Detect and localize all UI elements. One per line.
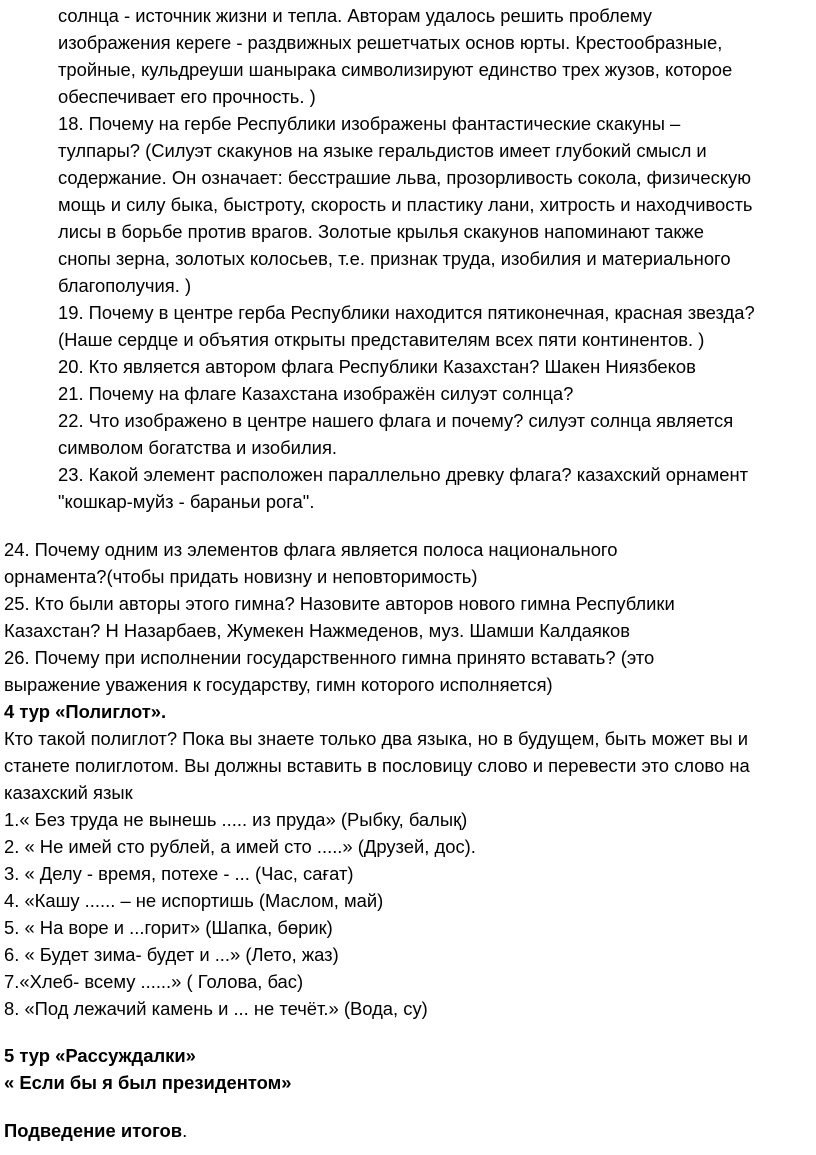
question-22: 22. Что изображено в центре нашего флага и почему? силуэт солнца является	[58, 410, 734, 431]
proverb-item: 6. « Будет зима- будет и ...» (Лето, жаз)	[4, 944, 339, 965]
proverb-item: 2. « Не имей сто рублей, а имей сто .....» (Друзей, дос).	[4, 836, 476, 857]
question-26: 26. Почему при исполнении государственного гимна принято вставать? (это	[4, 647, 655, 668]
paragraph-line: снопы зерна, золотых колосьев, т.е. признак труда, изобилия и материального	[58, 248, 731, 269]
question-24: 24. Почему одним из элементов флага является полоса национального	[4, 539, 618, 560]
summary-line	[4, 1118, 187, 1144]
paragraph-line: "кошкар-муйз - бараньи рога".	[58, 491, 315, 512]
paragraph-line: орнамента?(чтобы придать новизну и неповторимость)	[4, 566, 478, 587]
proverb-item: 8. «Под лежачий камень и ... не течёт.» (Вода, су)	[4, 998, 428, 1019]
paragraph-line: мощь и силу быка, быстроту, скорость и пластику лани, хитрость и находчивость	[58, 194, 753, 215]
paragraph-line: тулпары? (Силуэт скакунов на языке геральдистов имеет глубокий смысл и	[58, 140, 707, 161]
question-18: 18. Почему на гербе Республики изображены фантастические скакуны –	[58, 113, 681, 134]
question-20: 20. Кто является автором флага Республики Казахстан? Шакен Ниязбеков	[58, 356, 696, 377]
paragraph-line: содержание. Он означает: бесстрашие льва, прозорливость сокола, физическую	[58, 167, 752, 188]
question-21: 21. Почему на флаге Казахстана изображён силуэт солнца?	[58, 383, 574, 404]
paragraph-line: (Наше сердце и объятия открыты представителям всех пяти континентов. )	[58, 329, 705, 350]
question-25: 25. Кто были авторы этого гимна? Назовите авторов нового гимна Республики	[4, 593, 675, 614]
paragraph-line: благополучия. )	[58, 275, 192, 296]
paragraph-line: Казахстан? Н Назарбаев, Жумекен Нажмеденов, муз. Шамши Калдаяков	[4, 620, 631, 641]
proverb-item: 4. «Кашу ...... – не испортишь (Маслом, май)	[4, 890, 384, 911]
paragraph-line: тройные, кульдреуши шанырака символизируют единство трех жузов, которое	[58, 59, 733, 80]
question-19: 19. Почему в центре герба Республики находится пятиконечная, красная звезда?	[58, 302, 755, 323]
paragraph-line: обеспечивает его прочность. )	[58, 86, 316, 107]
tour4-intro-line: станете полиглотом. Вы должны вставить в пословицу слово и перевести это слово на	[4, 755, 750, 776]
paragraph-line: выражение уважения к государству, гимн которого исполняется)	[4, 674, 553, 695]
proverb-item: 3. « Делу - время, потехе - ... (Час, сағат)	[4, 863, 354, 884]
summary-period: .	[182, 1120, 188, 1141]
proverb-item: 7.«Хлеб- всему ......» ( Голова, бас)	[4, 971, 304, 992]
tour4-intro-line: Кто такой полиглот? Пока вы знаете только два языка, но в будущем, быть может вы и	[4, 728, 748, 749]
proverb-item: 5. « На воре и ...горит» (Шапка, бөрик)	[4, 917, 333, 938]
tour4-intro-line: казахский язык	[4, 782, 133, 803]
paragraph-line: изображения кереге - раздвижных решетчатых основ юрты. Крестообразные,	[58, 32, 723, 53]
paragraph-line: солнца - источник жизни и тепла. Авторам удалось решить проблему	[58, 5, 653, 26]
proverb-item: 1.« Без труда не вынешь ..... из пруда» (Рыбку, балық)	[4, 809, 468, 830]
summary-heading: Подведение итогов	[4, 1120, 183, 1141]
paragraph-line: символом богатства и изобилия.	[58, 437, 338, 458]
question-23: 23. Какой элемент расположен параллельно древку флага? казахский орнамент	[58, 464, 749, 485]
tour4-heading: 4 тур «Полиглот».	[4, 701, 167, 722]
tour5-subheading: « Если бы я был президентом»	[4, 1072, 292, 1093]
paragraph-line: лисы в борьбе против врагов. Золотые крылья скакунов напоминают также	[58, 221, 704, 242]
tour5-heading: 5 тур «Рассуждалки»	[4, 1045, 196, 1066]
